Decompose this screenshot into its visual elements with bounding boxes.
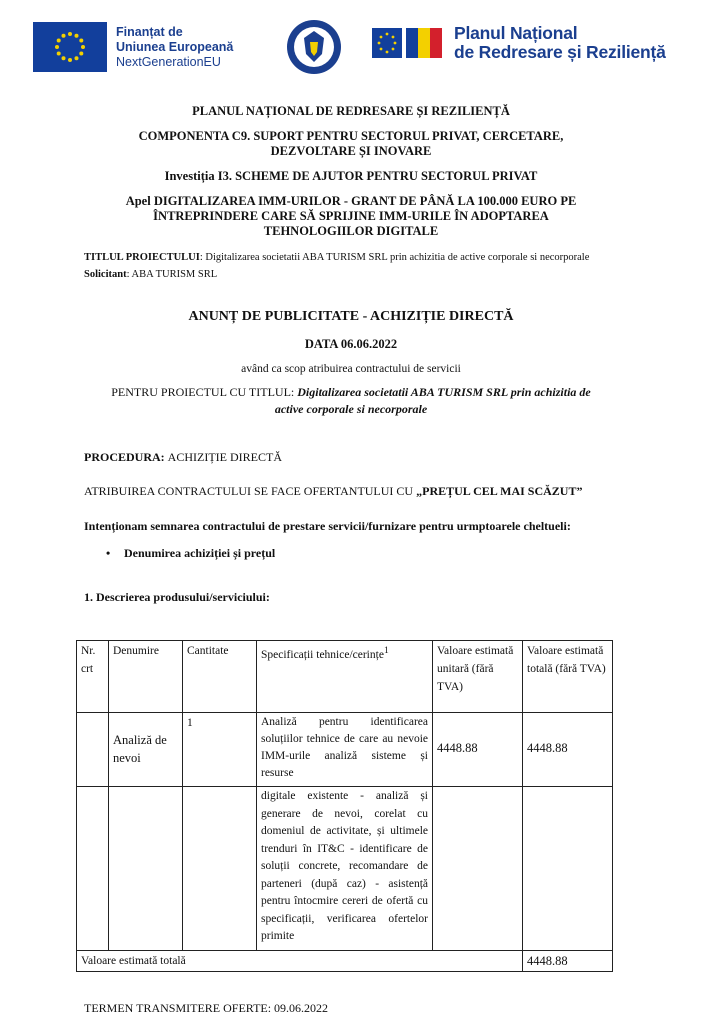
- row-total-value: 4448.88: [523, 713, 613, 787]
- row-qty: 1: [183, 713, 257, 787]
- header-nr: Nr. crt: [77, 641, 109, 713]
- title-call-line-3: TEHNOLOGIILOR DIGITALE: [263, 224, 439, 238]
- romanian-government-seal-icon: [286, 18, 342, 76]
- document-body: [84, 104, 618, 605]
- procedure-value: ACHIZIȚIE DIRECTĂ: [167, 450, 282, 464]
- applicant-label: Solicitant: [84, 269, 127, 280]
- project-title-value: : Digitalizarea societatii ABA TURISM SRL prin achizitia de active corporale si necorporale: [199, 252, 590, 263]
- notice-date: DATA 06.06.2022: [304, 337, 398, 351]
- title-pnrr: PLANUL NAȚIONAL DE REDRESARE ȘI REZILIENȚĂ: [192, 104, 510, 118]
- title-component-line-1: COMPONENTA C9. SUPORT PENTRU SECTORUL PRIVAT, CERCETARE,: [138, 129, 564, 143]
- logo-header: [0, 14, 701, 82]
- pnrr-logo: [372, 24, 666, 62]
- procedure: [84, 450, 618, 465]
- pnrr-line-1: Planul Național: [454, 23, 578, 43]
- row-spec-continued: digitale existente - analiză și generare de nevoi, corelat cu domeniul de activitate, și ultimele trenduri în IT&C - identificare de soluții concrete, recomandare de parteneri (după caz) - asistență pentru întocmire cereri de ofertă cu specificații, verificarea ofertelor primite: [257, 787, 433, 951]
- project-title-label: TITLUL PROIECTULUI: [84, 252, 200, 263]
- title-component-line-2: DEZVOLTARE ȘI INOVARE: [270, 144, 432, 158]
- for-project-label: PENTRU PROIECTUL CU TITLUL:: [111, 385, 298, 399]
- eu-line-3: NextGenerationEU: [116, 54, 221, 69]
- row-spec: Analiză pentru identificarea soluțiilor tehnice de care au nevoie IMM-urile analiză sisteme și resurse: [257, 713, 433, 787]
- pnrr-flag-icon: [372, 26, 444, 60]
- eu-funding-text: [116, 25, 233, 70]
- header-total-value: Valoare estimată totală (fără TVA): [523, 641, 613, 713]
- for-project: [84, 384, 618, 418]
- title-call-line-2: ÎNTREPRINDERE CARE SĂ SPRIJINE IMM-URILE ÎN ADOPTAREA: [153, 209, 549, 223]
- for-project-title-2: active corporale si necorporale: [274, 402, 428, 416]
- eu-line-2: Uniunea Europeană: [116, 39, 234, 54]
- notice-scope: având ca scop atribuirea contractului de servicii: [241, 363, 461, 375]
- header-qty: Cantitate: [183, 641, 257, 713]
- header-name: Denumire: [109, 641, 183, 713]
- header-unit-value: Valoare estimată unitară (fără TVA): [433, 641, 523, 713]
- procedure-label: PROCEDURA:: [84, 450, 168, 464]
- for-project-title-1: Digitalizarea societatii ABA TURISM SRL prin achizitia de: [297, 385, 591, 399]
- description-heading: 1. Descrierea produsului/serviciului:: [84, 590, 270, 604]
- bullet-item: [106, 546, 618, 561]
- table-total-row: [77, 951, 613, 972]
- header-spec: [257, 641, 433, 713]
- pnrr-logo-text: [454, 24, 666, 62]
- title-investment: Investiția I3. SCHEME DE AJUTOR PENTRU SECTORUL PRIVAT: [164, 169, 538, 183]
- total-value: 4448.88: [523, 951, 613, 972]
- table-header-row: [77, 641, 613, 713]
- total-label: Valoare estimată totală: [77, 951, 523, 972]
- row-name: Analiză de nevoi: [109, 713, 183, 787]
- bullet-icon: •: [106, 546, 111, 560]
- eu-funding-logo: [33, 22, 233, 72]
- eu-flag-icon: [33, 22, 107, 72]
- title-call-line-1: Apel DIGITALIZAREA IMM-URILOR - GRANT DE PÂNĂ LA 100.000 EURO PE: [125, 194, 577, 208]
- award-criterion-bold: „PREȚUL CEL MAI SCĂZUT”: [416, 484, 583, 498]
- header-spec-text: Specificații tehnice/cerințe: [261, 648, 384, 661]
- row-unit-value: 4448.88: [433, 713, 523, 787]
- table-row: [77, 787, 613, 951]
- eu-line-1: Finanțat de: [116, 24, 183, 39]
- award-text: ATRIBUIREA CONTRACTULUI SE FACE OFERTANTULUI CU: [84, 484, 417, 498]
- table-row: [77, 713, 613, 787]
- specification-table: [76, 640, 613, 972]
- award-criterion: [84, 484, 618, 499]
- title-component: [84, 129, 618, 159]
- project-title: [84, 251, 618, 265]
- title-call: [84, 194, 618, 239]
- applicant: [84, 268, 618, 282]
- notice-heading: ANUNȚ DE PUBLICITATE - ACHIZIȚIE DIRECTĂ: [188, 309, 514, 324]
- pnrr-line-2: de Redresare și Reziliență: [454, 42, 666, 62]
- applicant-value: : ABA TURISM SRL: [126, 269, 218, 280]
- bullet-text: Denumirea achiziției și prețul: [124, 546, 276, 560]
- offer-deadline: TERMEN TRANSMITERE OFERTE: 09.06.2022: [84, 1001, 329, 1015]
- intent-statement: Intenționam semnarea contractului de prestare servicii/furnizare pentru urmptoarele cheltueli:: [84, 519, 571, 533]
- footnote-ref: 1: [383, 645, 389, 656]
